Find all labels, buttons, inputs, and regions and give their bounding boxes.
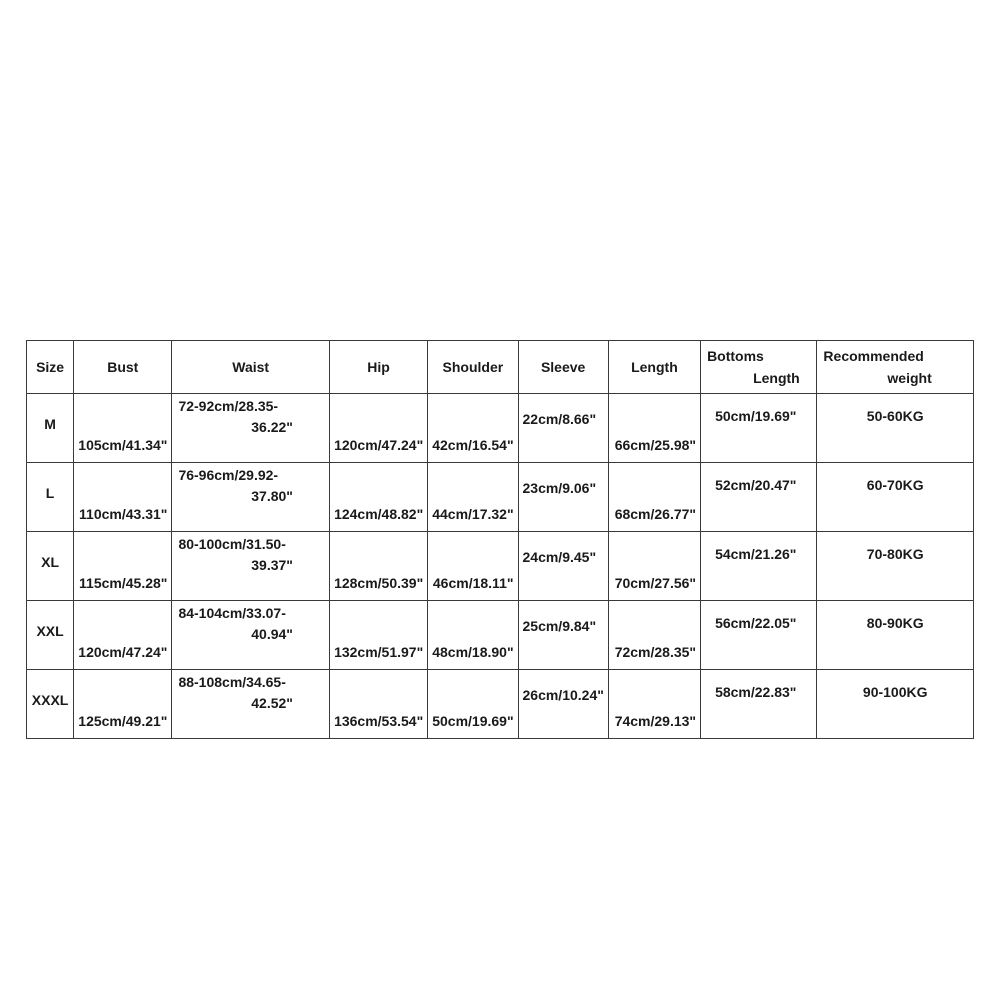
size-cell — [27, 394, 74, 463]
waist-line2: 36.22" — [251, 419, 293, 435]
shoulder-cell: 46cm/18.11" — [428, 532, 518, 601]
bust-cell: 115cm/45.28" — [74, 532, 172, 601]
shoulder-cell: 42cm/16.54" — [428, 394, 518, 463]
header-bottoms-length — [701, 341, 817, 394]
size-cell — [27, 463, 74, 532]
size-chart-table — [26, 340, 974, 739]
hip-cell: 124cm/48.82" — [329, 463, 427, 532]
size-cell — [27, 670, 74, 739]
hip-cell: 128cm/50.39" — [329, 532, 427, 601]
size-label: XL — [41, 554, 60, 570]
sleeve-cell: 22cm/8.66" — [518, 394, 608, 463]
header-row — [27, 341, 974, 394]
weight-cell: 60-70KG — [817, 463, 974, 532]
waist-line1: 84-104cm/33.07- — [178, 605, 286, 621]
sleeve-cell: 26cm/10.24" — [518, 670, 608, 739]
size-label: XXL — [36, 623, 64, 639]
header-bottoms-line2: Length — [753, 370, 800, 386]
bottoms-length-cell: 54cm/21.26" — [701, 532, 817, 601]
size-label: L — [45, 485, 55, 501]
length-cell: 74cm/29.13" — [608, 670, 700, 739]
header-hip: Hip — [329, 341, 427, 394]
waist-line1: 88-108cm/34.65- — [178, 674, 286, 690]
hip-cell: 120cm/47.24" — [329, 394, 427, 463]
header-waist: Waist — [172, 341, 329, 394]
waist-line1: 72-92cm/28.35- — [178, 398, 279, 414]
header-shoulder: Shoulder — [428, 341, 518, 394]
table-row — [27, 670, 974, 739]
length-cell: 68cm/26.77" — [608, 463, 700, 532]
header-bottoms-line1: Bottoms — [707, 348, 764, 364]
table-row — [27, 601, 974, 670]
header-weight-line1: Recommended — [823, 348, 924, 364]
length-cell: 70cm/27.56" — [608, 532, 700, 601]
header-length: Length — [608, 341, 700, 394]
hip-cell: 136cm/53.54" — [329, 670, 427, 739]
weight-cell: 80-90KG — [817, 601, 974, 670]
waist-line1: 80-100cm/31.50- — [178, 536, 286, 552]
waist-line2: 39.37" — [251, 557, 293, 573]
bottoms-length-cell: 58cm/22.83" — [701, 670, 817, 739]
weight-cell: 50-60KG — [817, 394, 974, 463]
size-label: XXXL — [31, 692, 69, 708]
waist-cell — [172, 394, 329, 463]
size-cell — [27, 532, 74, 601]
size-label: M — [44, 416, 56, 432]
sleeve-cell: 25cm/9.84" — [518, 601, 608, 670]
bust-cell: 105cm/41.34" — [74, 394, 172, 463]
waist-line1: 76-96cm/29.92- — [178, 467, 279, 483]
waist-cell — [172, 670, 329, 739]
header-size: Size — [27, 341, 74, 394]
shoulder-cell: 50cm/19.69" — [428, 670, 518, 739]
length-cell: 72cm/28.35" — [608, 601, 700, 670]
table-row — [27, 394, 974, 463]
shoulder-cell: 48cm/18.90" — [428, 601, 518, 670]
bust-cell: 120cm/47.24" — [74, 601, 172, 670]
header-recommended-weight — [817, 341, 974, 394]
bottoms-length-cell: 52cm/20.47" — [701, 463, 817, 532]
waist-cell — [172, 463, 329, 532]
bust-cell: 125cm/49.21" — [74, 670, 172, 739]
waist-line2: 42.52" — [251, 695, 293, 711]
table-row — [27, 532, 974, 601]
bust-cell: 110cm/43.31" — [74, 463, 172, 532]
waist-line2: 37.80" — [251, 488, 293, 504]
size-cell — [27, 601, 74, 670]
table-header — [27, 341, 974, 394]
header-bust: Bust — [74, 341, 172, 394]
header-weight-line2: weight — [887, 370, 932, 386]
weight-cell: 90-100KG — [817, 670, 974, 739]
waist-line2: 40.94" — [251, 626, 293, 642]
table-row — [27, 463, 974, 532]
waist-cell — [172, 532, 329, 601]
hip-cell: 132cm/51.97" — [329, 601, 427, 670]
bottoms-length-cell: 56cm/22.05" — [701, 601, 817, 670]
bottoms-length-cell: 50cm/19.69" — [701, 394, 817, 463]
table-body — [27, 394, 974, 739]
waist-cell — [172, 601, 329, 670]
length-cell: 66cm/25.98" — [608, 394, 700, 463]
header-sleeve: Sleeve — [518, 341, 608, 394]
weight-cell: 70-80KG — [817, 532, 974, 601]
shoulder-cell: 44cm/17.32" — [428, 463, 518, 532]
sleeve-cell: 23cm/9.06" — [518, 463, 608, 532]
sleeve-cell: 24cm/9.45" — [518, 532, 608, 601]
